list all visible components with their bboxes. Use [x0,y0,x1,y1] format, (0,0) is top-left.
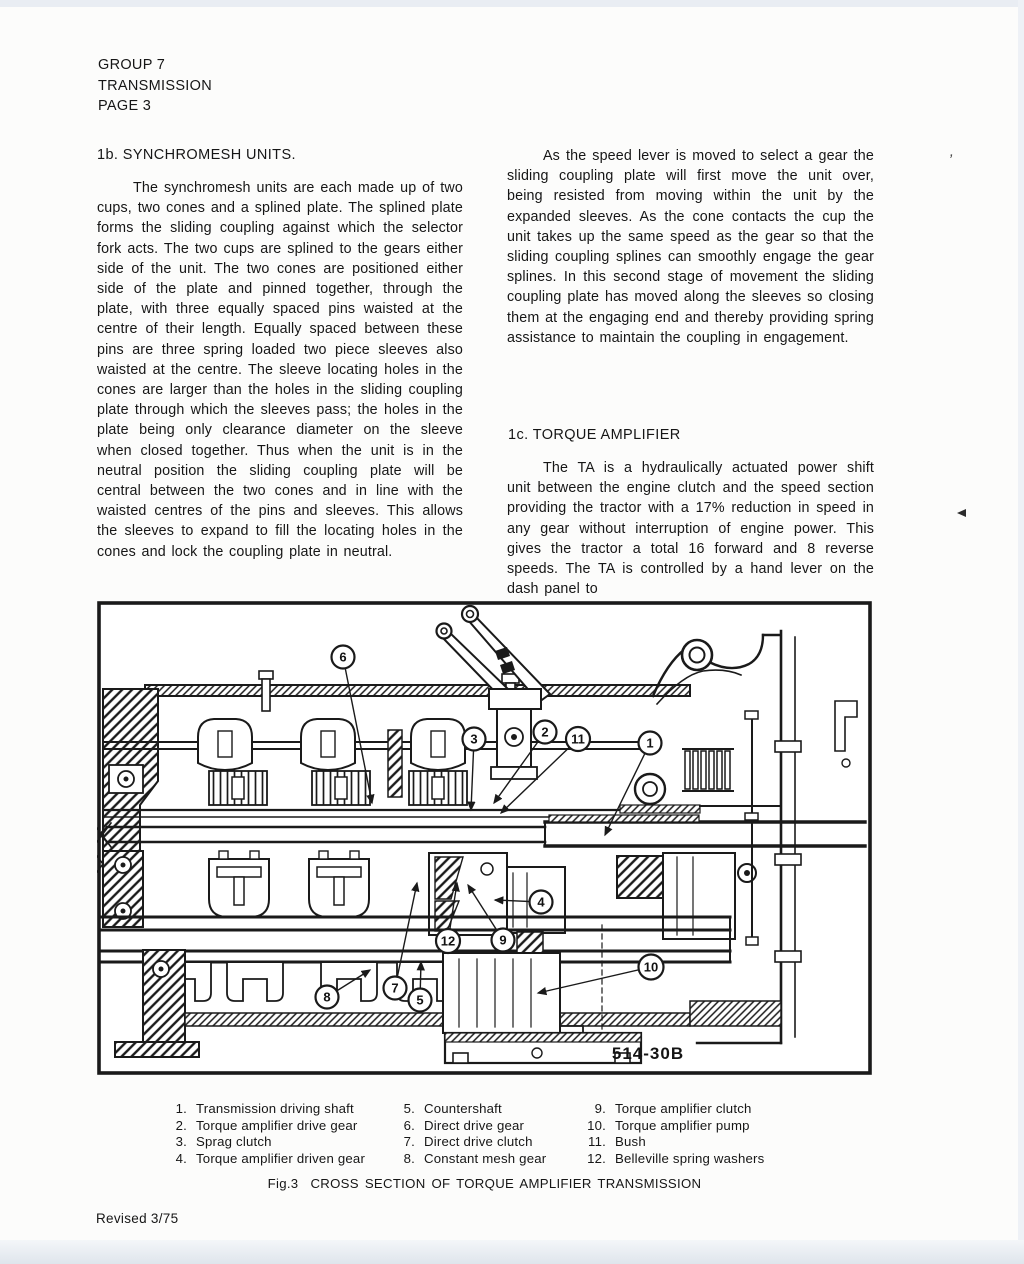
section-1c-heading: 1c. TORQUE AMPLIFIER [508,427,681,443]
legend-label: Sprag clutch [196,1134,272,1150]
right-paragraph-1: As the speed lever is moved to select a gear the sliding coupling plate will first move the unit over, being resisted from moving within the unit by the expanded sleeves. As the cone contacts the cup the unit takes up the same speed as the gear so that the sliding coupling splines can smoothly engage the gear splines. In this second stage of movement the sliding coupling plate has moved along the sleeves so closing them at the engaging end and thereby providing spring assistance to maintain the coupling in engagement. [507,148,874,346]
transmission-drawing [97,601,872,1075]
drawing-number: 514-30B [611,1044,685,1063]
legend-num: 6. [403,1117,415,1133]
section-1b-heading: 1b. SYNCHROMESH UNITS. [97,147,296,163]
header-page: PAGE 3 [98,98,152,114]
legend-label: Torque amplifier drive gear [196,1117,358,1133]
figure-caption-text: CROSS SECTION OF TORQUE AMPLIFIER TRANSMISSION [310,1176,702,1191]
callout-11: 11 [571,731,585,747]
legend-num: 5. [403,1101,415,1116]
legend-num: 3. [175,1134,187,1150]
callout-1: 1 [646,735,654,751]
section-1b-paragraph: The synchromesh units are each made up of two cups, two cones and a splined plate. The splined plate forms the sliding coupling against which the selector fork acts. The two cups are splined to the gears either side of the unit. The two cones are positioned either side of the plate and pinned together, through the plate, with three equally spaced pins waisted at the centre of their length. Equally spaced between these pins are three spring loaded two piece sleeves also waisted at the centre. The sleeve locating holes in the cones are larger than the holes in the sliding coupling plate through which the sleeves pass; the holes in the plate being only clearance diameter on the sleeve when closed together. Thus when the unit is in the neutral position the sliding coupling plate will be central between the two cones and in line with the waisted centres of the pins and sleeves. This allows the sleeves to expand to fill the locating holes in the cones and lock the coupling plate in neutral. [97,180,463,560]
callout-9: 9 [499,932,507,948]
legend-num: 9. [594,1101,606,1116]
margin-arrow-icon [957,509,966,517]
callout-6: 6 [339,649,347,665]
hatched-post [388,730,402,797]
legend-num: 2. [175,1117,187,1133]
legend-num: 11. [588,1134,606,1150]
legend-label: Constant mesh gear [424,1150,547,1166]
legend-column-1 [157,1101,365,1167]
callout-8: 8 [323,989,331,1005]
legend-label: Torque amplifier pump [615,1117,750,1133]
legend-column-2 [385,1101,546,1167]
header-title: TRANSMISSION [98,77,212,94]
legend-num: 8. [403,1150,415,1166]
legend-num: 1. [175,1101,187,1116]
callout-12: 12 [440,933,456,949]
legend-label: Bush [615,1134,646,1150]
legend-label: Torque amplifier driven gear [196,1150,366,1166]
figure-caption-number: Fig.3 [267,1176,299,1191]
header-group: GROUP 7 [98,57,166,73]
legend-num: 4. [175,1150,187,1166]
legend-label: Transmission driving shaft [196,1101,354,1116]
legend-label: Direct drive clutch [424,1134,533,1150]
revision-note: Revised 3/75 [96,1211,179,1226]
callout-10: 10 [643,959,659,975]
legend-label: Torque amplifier clutch [615,1101,752,1116]
figure-cross-section [97,601,872,1075]
case-top-rail [145,685,690,696]
scan-artifact-mark: , [948,142,956,161]
legend-label: Belleville spring washers [615,1150,765,1166]
section-1c-paragraph: The TA is a hydraulically actuated power shift unit between the engine clutch and the speed section providing the tractor with a 17% reduction in speed in any gear without interruption of engine power. This gives the tractor a total 16 forward and 8 reverse speeds. The TA is controlled by a hand lever on the dash panel to [507,460,874,598]
callout-4: 4 [537,894,545,910]
callout-5: 5 [416,992,424,1008]
legend-label: Direct drive gear [424,1117,525,1133]
scan-edge-bottom [0,1240,1024,1264]
legend-num: 10. [587,1117,606,1133]
callout-3: 3 [470,731,478,747]
legend-column-3 [576,1101,764,1167]
scan-edge-top [0,0,1024,7]
legend-label: Countershaft [424,1101,502,1116]
figure-caption [97,1176,872,1191]
page-header [98,55,212,117]
callout-2: 2 [541,724,549,740]
legend-num: 12. [587,1150,606,1166]
scan-edge-right [1018,0,1024,1264]
legend-num: 7. [403,1134,415,1150]
callout-7: 7 [391,980,399,996]
